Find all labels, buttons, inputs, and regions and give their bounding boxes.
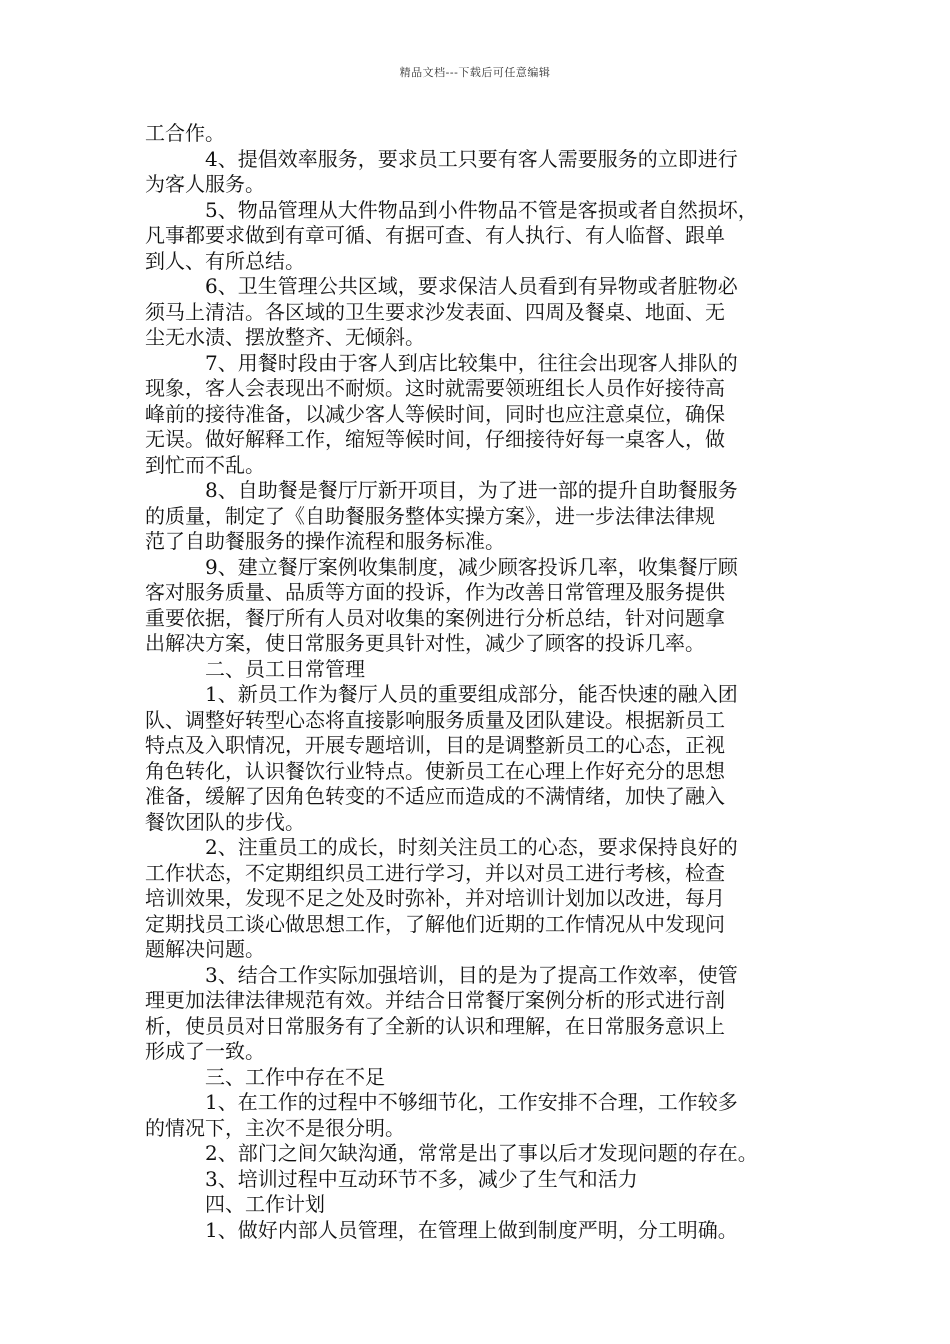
text-line: 定期找员工谈心做思想工作，了解他们近期的工作情况从中发现问 (145, 911, 725, 936)
text-line: 角色转化，认识餐饮行业特点。使新员工在心理上作好充分的思想 (145, 758, 725, 783)
text-line: 3、结合工作实际加强培训，目的是为了提高工作效率，使管 (205, 962, 738, 987)
text-line: 题解决问题。 (145, 937, 265, 961)
text-line: 4、提倡效率服务，要求员工只要有客人需要服务的立即进行 (205, 146, 738, 171)
text-line: 出解决方案，使日常服务更具针对性，减少了顾客的投诉几率。 (145, 631, 705, 655)
page-header: 精品文档---下载后可任意编辑 (399, 66, 551, 79)
text-line: 6、卫生管理公共区域，要求保洁人员看到有异物或者脏物必 (205, 274, 738, 298)
text-line: 范了自助餐服务的操作流程和服务标准。 (145, 529, 505, 553)
text-line: 理更加法律法律规范有效。并结合日常餐厅案例分析的形式进行剖 (145, 988, 725, 1012)
text-line: 尘无水渍、摆放整齐、无倾斜。 (145, 325, 425, 349)
text-line: 7、用餐时段由于客人到店比较集中，往往会出现客人排队的 (205, 350, 738, 375)
document-body (145, 121, 810, 1243)
text-line: 队、调整好转型心态将直接影响服务质量及团队建设。根据新员工 (145, 707, 725, 732)
text-line: 培训效果，发现不足之处及时弥补，并对培训计划加以改进，每月 (145, 886, 725, 910)
text-line: 析，使员员对日常服务有了全新的认识和理解，在日常服务意识上 (145, 1013, 725, 1038)
text-line: 准备，缓解了因角色转变的不适应而造成的不满情绪，加快了融入 (145, 784, 725, 808)
text-line: 峰前的接待准备，以减少客人等候时间，同时也应注意桌位，确保 (145, 401, 725, 426)
text-line: 1、做好内部人员管理，在管理上做到制度严明，分工明确。 (205, 1217, 738, 1242)
text-line: 二、员工日常管理 (205, 656, 365, 681)
text-line: 客对服务质量、品质等方面的投诉，作为改善日常管理及服务提供 (145, 580, 725, 604)
text-line: 形成了一致。 (145, 1039, 265, 1063)
text-line: 到人、有所总结。 (145, 248, 305, 273)
text-line: 工作状态，不定期组织员工进行学习，并以对员工进行考核，检查 (145, 860, 725, 885)
text-line: 四、工作计划 (205, 1192, 325, 1216)
text-line: 2、注重员工的成长，时刻关注员工的心态，要求保持良好的 (205, 835, 738, 859)
text-line: 餐饮团队的步伐。 (145, 809, 305, 834)
text-line: 3、培训过程中互动环节不多，减少了生气和活力 (205, 1166, 638, 1191)
text-line: 特点及入职情况，开展专题培训，目的是调整新员工的心态，正视 (145, 733, 725, 757)
text-line: 到忙而不乱。 (145, 452, 265, 477)
text-line: 的情况下，主次不是很分明。 (145, 1115, 405, 1140)
text-line: 现象，客人会表现出不耐烦。这时就需要领班组长人员作好接待高 (145, 376, 725, 400)
text-line: 5、物品管理从大件物品到小件物品不管是客损或者自然损坏， (205, 197, 758, 222)
text-line: 1、新员工作为餐厅人员的重要组成部分，能否快速的融入团 (205, 682, 738, 706)
text-line: 工合作。 (145, 121, 225, 145)
text-line: 8、自助餐是餐厅厅新开项目，为了进一部的提升自助餐服务 (205, 478, 738, 502)
text-line: 为客人服务。 (145, 172, 265, 196)
text-line: 2、部门之间欠缺沟通，常常是出了事以后才发现问题的存在。 (205, 1141, 758, 1165)
text-line: 须马上清洁。各区域的卫生要求沙发表面、四周及餐桌、地面、无 (145, 299, 725, 324)
text-line: 无误。做好解释工作，缩短等候时间，仔细接待好每一桌客人，做 (145, 427, 725, 451)
text-line: 1、在工作的过程中不够细节化，工作安排不合理，工作较多 (205, 1090, 738, 1114)
text-line: 的质量，制定了《自助餐服务整体实操方案》，进一步法律法律规 (145, 503, 715, 528)
text-line: 三、工作中存在不足 (205, 1064, 385, 1089)
text-line: 9、建立餐厅案例收集制度，减少顾客投诉几率，收集餐厅顾 (205, 554, 738, 579)
text-line: 重要依据，餐厅所有人员对收集的案例进行分析总结，针对问题拿 (145, 605, 725, 630)
text-line: 凡事都要求做到有章可循、有据可查、有人执行、有人临督、跟单 (145, 223, 725, 247)
